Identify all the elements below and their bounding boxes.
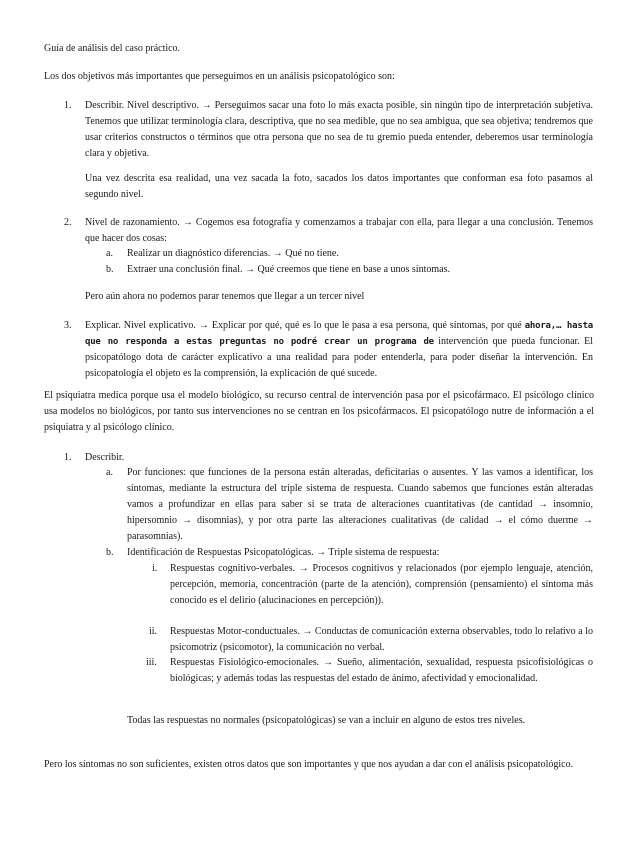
objective-3-text-c: intervención que pueda funcionar. El psicopatólogo dota de carácter explicativo a una realidad para poder entenderla, para poder diseñar la intervención. En psicopatología el objeto es la comprensión, la explicación de qué sucede. <box>85 336 594 379</box>
describe-number: 1. <box>64 452 72 463</box>
response-i-number: i. <box>152 563 158 574</box>
objective-3-number: 3. <box>64 320 72 331</box>
objective-2-number: 2. <box>64 217 72 228</box>
objective-1-text: Describir. Nivel descriptivo. → Perseguimos sacar una foto lo más exacta posible, sin ningún tipo de interpretación subjetiva. Tenemos que utilizar terminología clara, descriptiva, que no sea medible, que no sea ambigua, que sea objetiva; tendremos que usar criterios constructos o términos que otra persona que no sea de tu gremio pueda entender, deberemos usar terminología clara y objetiva. <box>85 100 593 159</box>
objective-3-text-b: ahora,… hasta que no responda a estas preguntas no podré crear un programa de <box>85 321 594 347</box>
objective-2-sub-b-number: b. <box>106 264 114 275</box>
response-ii-number: ii. <box>149 626 158 637</box>
objective-3-text <box>85 318 593 382</box>
objective-2-note: Pero aún ahora no podemos parar tenemos que llegar a un tercer nivel <box>85 291 365 302</box>
response-i-text: Respuestas cognitivo-verbales. → Procesos cognitivos y relacionados (por ejemplo lenguaje, atención, percepción, memoria, concentración (parte de la atención), comprensión (pensamiento) el síntoma más conocido es el delirio (alucinaciones en percepción)). <box>170 563 593 606</box>
objective-1-number: 1. <box>64 100 72 111</box>
describe-title: Describir. <box>85 452 125 463</box>
response-iii-text: Respuestas Fisiológico-emocionales. → Sueño, alimentación, sexualidad, respuesta psicofisiológicas o biológicas; y además todas las respuestas del estado de ánimo, afectividad y emocionalidad. <box>170 657 593 684</box>
describe-a-number: a. <box>106 467 113 478</box>
describe-b-note: Todas las respuestas no normales (psicopatológicas) se van a incluir en alguno de estos tres niveles. <box>127 715 526 726</box>
intro-paragraph: Los dos objetivos más importantes que perseguimos en un análisis psicopatológico son: <box>44 71 395 82</box>
objective-2-text: Nivel de razonamiento. → Cogemos esa fotografía y comenzamos a trabajar con ella, para llegar a una conclusión. Tenemos que hacer dos cosas: <box>85 217 593 244</box>
describe-a-text: Por funciones: que funciones de la persona están alteradas, deficitarias o ausentes. Y las vamos a identificar, los síntomas, mediante la estructura del triple sistema de respuesta. Cuando sabemos que funciones están alteradas vamos a profundizar en ellas para saber si se trata de alteraciones cuantitativas (de cantidad → insomnio, hipersomnio → disomnias), y por otra parte las alteraciones cualitativas (de calidad → el cómo duerme → parasomnias). <box>127 467 593 542</box>
middle-paragraph: El psiquiatra medica porque usa el modelo biológico, su recurso central de intervención pasa por el psicofármaco. El psicólogo clínico usa modelos no biológicos, por tanto sus intervenciones no se centran en los psicofármacos. El psicopatólogo nutre de información a el psiquiatra y al psicólogo clínico. <box>44 390 594 433</box>
objective-2-sub-a-number: a. <box>106 248 113 259</box>
objective-2-sub-b-text: Extraer una conclusión final. → Qué creemos que tiene en base a unos síntomas. <box>127 264 450 275</box>
objective-1-note: Una vez descrita esa realidad, una vez sacada la foto, sacados los datos importantes que conforman esa foto pasamos al segundo nivel. <box>85 173 593 200</box>
describe-b-number: b. <box>106 547 114 558</box>
closing-paragraph: Pero los síntomas no son suficientes, existen otros datos que son importantes y que nos ayudan a dar con el análisis psicopatológico. <box>44 759 574 770</box>
describe-b-text: Identificación de Respuestas Psicopatológicas. → Triple sistema de respuesta: <box>127 547 440 558</box>
objective-3-text-a: Explicar. Nivel explicativo. → Explicar por qué, qué es lo que le pasa a esa persona, qué síntomas, por qué <box>85 320 522 331</box>
response-ii-text: Respuestas Motor-conductuales. → Conductas de comunicación externa observables, todo lo relativo a lo psicomotriz (psicomotor), la comunicación no verbal. <box>170 626 593 653</box>
response-iii-number: iii. <box>146 657 157 668</box>
objective-2-sub-a-text: Realizar un diagnóstico diferencias. → Qué no tiene. <box>127 248 339 259</box>
document-title: Guía de análisis del caso práctico. <box>44 43 181 54</box>
